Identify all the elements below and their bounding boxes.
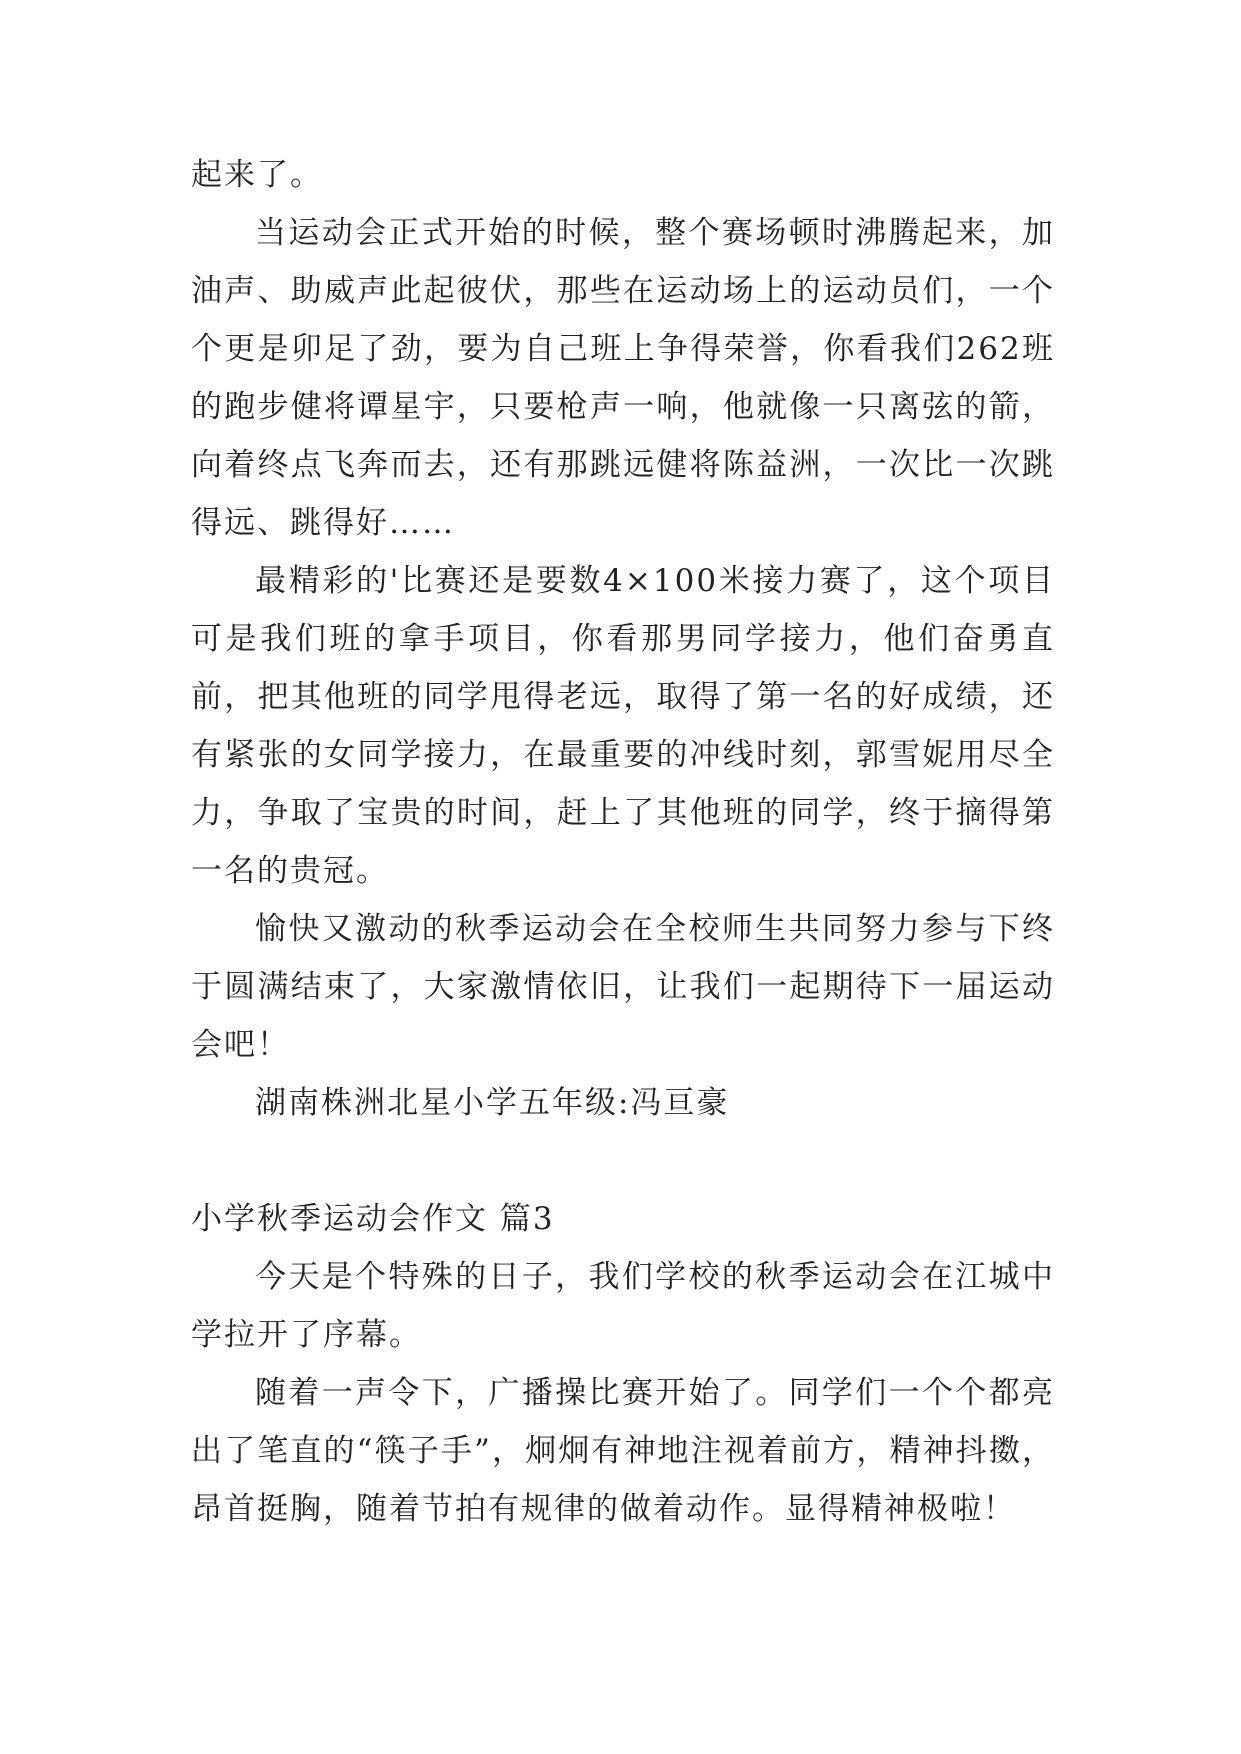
section-heading: 小学秋季运动会作文 篇3 — [191, 1201, 555, 1237]
paragraph-intro: 今天是个特殊的日子，我们学校的秋季运动会在江城中学拉开了序幕。 — [191, 1259, 1055, 1353]
paragraph-relay-race: 最精彩的'比赛还是要数4×100米接力赛了，这个项目可是我们班的拿手项目，你看那男同学接力，他们奋勇直前，把其他班的同学甩得老远，取得了第一名的好成绩，还有紧张的女同学接力，在最重要的冲线时刻，郭雪妮用尽全力，争取了宝贵的时间，赶上了其他班的同学，终于摘得第一名的贵冠。 — [191, 563, 1055, 889]
paragraph-closing: 愉快又激动的秋季运动会在全校师生共同努力参与下终于圆满结束了，大家激情依旧，让我们一起期待下一届运动会吧！ — [191, 911, 1055, 1063]
section-spacer — [191, 1132, 1055, 1190]
paragraph-opening-ceremony: 当运动会正式开始的时候，整个赛场顿时沸腾起来，加油声、助威声此起彼伏，那些在运动场上的运动员们，一个个更是卯足了劲，要为自己班上争得荣誉，你看我们262班的跑步健将谭星宇，只要枪声一响，他就像一只离弦的箭，向着终点飞奔而去，还有那跳远健将陈益洲，一次比一次跳得远、跳得好…… — [191, 215, 1055, 541]
paragraph-continuation: 起来了。 — [191, 157, 323, 193]
article-body — [191, 146, 1055, 1538]
author-line: 湖南株洲北星小学五年级:冯亘豪 — [255, 1085, 730, 1121]
paragraph-exercise-contest: 随着一声令下，广播操比赛开始了。同学们一个个都亮出了笔直的“筷子手”，炯炯有神地注视着前方，精神抖擞，昂首挺胸，随着节拍有规律的做着动作。显得精神极啦！ — [191, 1375, 1055, 1527]
